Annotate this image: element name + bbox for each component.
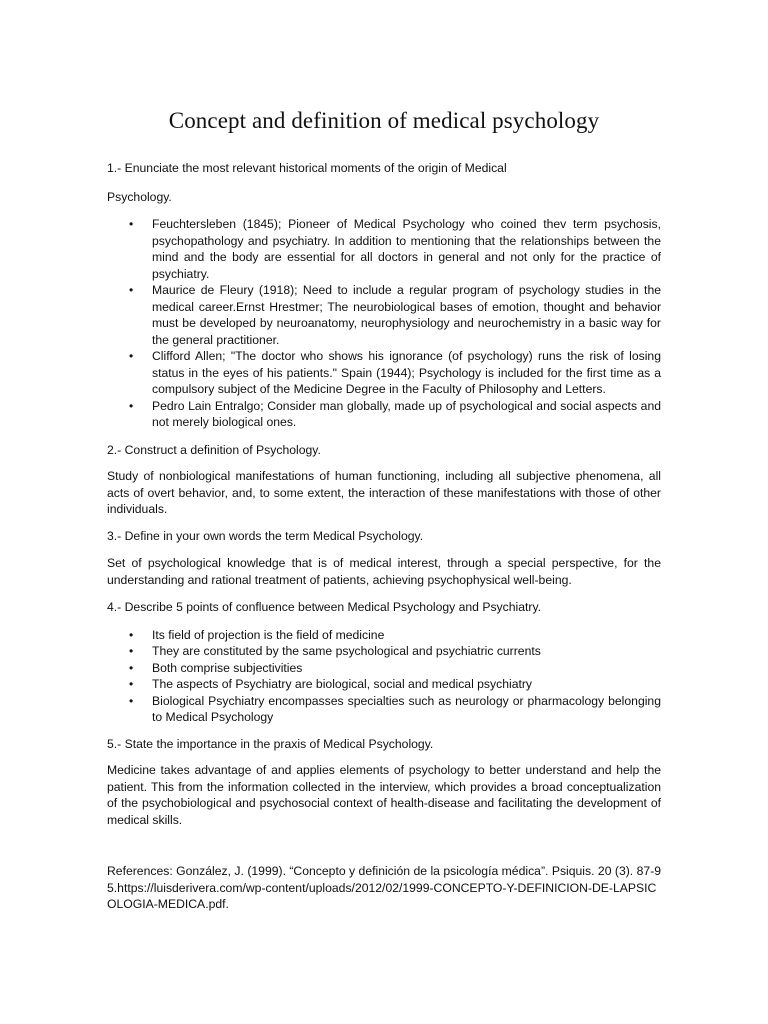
- question-1-line-1: 1.- Enunciate the most relevant historical moments of the origin of Medical: [107, 161, 507, 175]
- historical-moments-list: [107, 216, 661, 431]
- answer-3: Set of psychological knowledge that is of medical interest, through a special perspective, for the understanding and rational treatment of patients, achieving psychophysical well-being.: [107, 556, 661, 587]
- answer-2: Study of nonbiological manifestations of human functioning, including all subjective phenomena, all acts of overt behavior, and, to some extent, the interaction of these manifestations with those of other individuals.: [107, 469, 661, 516]
- question-1-line-2: Psychology.: [107, 189, 172, 204]
- list-item: • Feuchtersleben (1845); Pioneer of Medical Psychology who coined thev term psychosis, psychopathology and psychiatry. In addition to mentioning that the relationships between the mind and the body are essential for all doctors in general and not only for the practice of psychiatry.: [107, 216, 661, 282]
- list-item: • The aspects of Psychiatry are biological, social and medical psychiatry: [107, 676, 661, 693]
- question-5: 5.- State the importance in the praxis of Medical Psychology.: [107, 736, 434, 751]
- list-item: • Maurice de Fleury (1918); Need to include a regular program of psychology studies in the medical career.Ernst Hrestmer; The neurobiological bases of emotion, thought and behavior must be developed by neuroanatomy, neurophysiology and neurochemistry in a basic way for the general practitioner.: [107, 282, 661, 348]
- question-4: 4.- Describe 5 points of confluence between Medical Psychology and Psychiatry.: [107, 600, 542, 614]
- list-item: • They are constituted by the same psychological and psychiatric currents: [107, 643, 661, 660]
- list-item: • Clifford Allen; "The doctor who shows his ignorance (of psychology) runs the risk of losing status in the eyes of his patients." Spain (1944); Psychology is included for the first time as a compulsory subject of the Medicine Degree in the Faculty of Philosophy and Letters.: [107, 348, 661, 398]
- list-item: • Pedro Lain Entralgo; Consider man globally, made up of psychological and social aspects and not merely biological ones.: [107, 398, 661, 431]
- list-item: • Both comprise subjectivities: [107, 660, 661, 677]
- list-item: • Biological Psychiatry encompasses specialties such as neurology or pharmacology belonging to Medical Psychology: [107, 693, 661, 726]
- answer-5: Medicine takes advantage of and applies elements of psychology to better understand and help the patient. This from the information collected in the interview, which provides a broad conceptualization of the psychobiological and psychosocial context of health-disease and facilitating the development of medical skills.: [107, 763, 661, 827]
- document-title: Concept and definition of medical psychology: [168, 108, 600, 133]
- list-item: • Its field of projection is the field of medicine: [107, 627, 661, 644]
- question-2: 2.- Construct a definition of Psychology.: [107, 442, 321, 457]
- confluence-points-list: [107, 627, 661, 726]
- question-3: 3.- Define in your own words the term Medical Psychology.: [107, 528, 424, 543]
- references: References: González, J. (1999). “Concepto y definición de la psicología médica”. Psiquis. 20 (3). 87-95.https://luisderivera.com/wp-content/uploads/2012/02/1999-CONCEPTO-Y-DEFINICION-DE-LAPSICOLOGIA-MEDICA.pdf.: [107, 864, 661, 911]
